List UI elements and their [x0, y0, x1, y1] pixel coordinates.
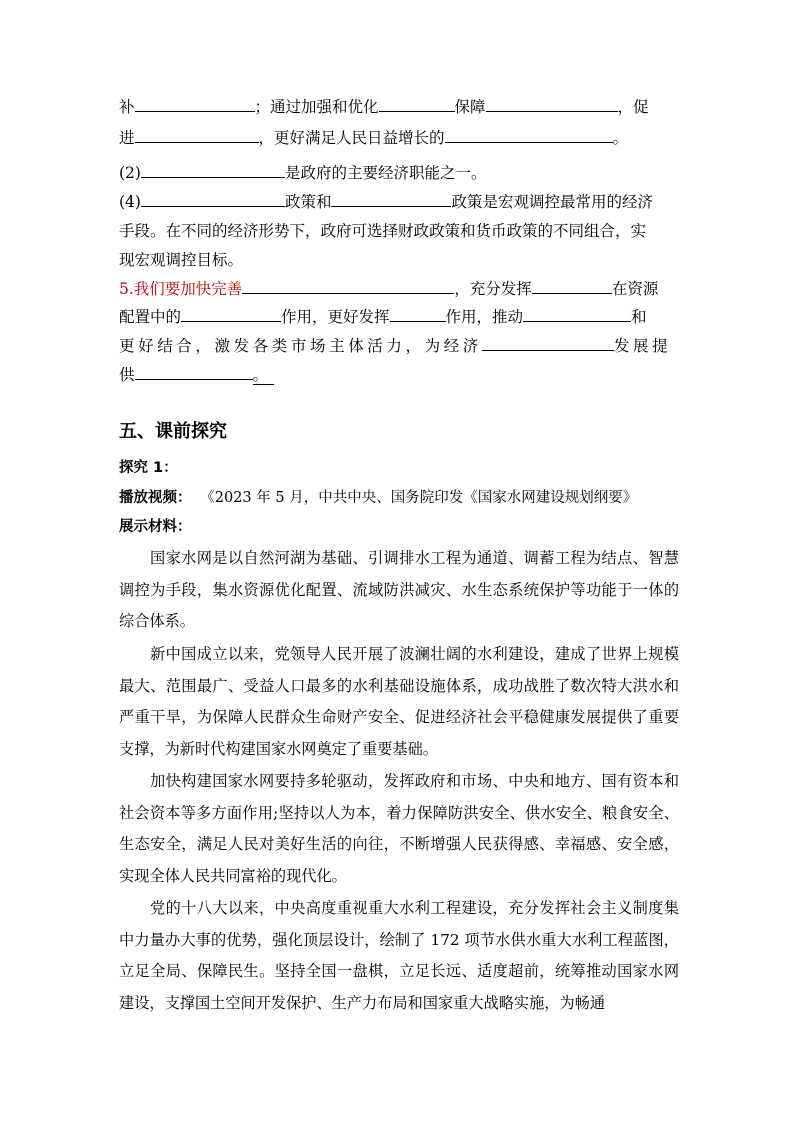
text-fragment: 补 — [119, 98, 135, 116]
text-fragment: 。 — [253, 366, 275, 385]
blank-field[interactable] — [141, 163, 285, 178]
text-fragment: ，更好满足人民日益增长的 — [258, 129, 445, 147]
text-fragment: 更好结合，激发各类市场主体活力，为经济 — [119, 337, 482, 355]
blank-field[interactable] — [331, 192, 451, 207]
text-fragment: (4) — [119, 193, 141, 211]
text-fragment: 是政府的主要经济职能之一。 — [284, 164, 487, 182]
fill-line-4 — [119, 192, 679, 212]
paragraph-2: 新中国成立以来，党领导人民开展了波澜壮阔的水利建设，建成了世界上规模最大、范围最广、受益人口最多的水利基础设施体系，成功战胜了数次特大洪水和严重干旱，为保障人民群众生命财产安全、促进经济社会平稳健康发展提供了重要支撑，为新时代构建国家水网奠定了重要基础。 — [119, 645, 679, 758]
text-fragment: 发展提 — [613, 337, 672, 355]
blank-field[interactable] — [135, 97, 255, 112]
blank-field[interactable] — [242, 279, 454, 294]
paragraph-1: 国家水网是以自然河湖为基础、引调排水工程为通道、调蓄工程为结点、智慧调控为手段，集水资源优化配置、流域防洪减灾、水生态系统保护等功能于一体的综合体系。 — [119, 549, 679, 630]
fill-line-8 — [119, 307, 679, 327]
blank-field[interactable] — [523, 307, 631, 322]
blank-field[interactable] — [482, 336, 614, 351]
fill-line-6: 现宏观调控目标。 — [119, 251, 244, 269]
fill-line-10 — [119, 365, 679, 385]
text-fragment: 政策和 — [284, 193, 332, 211]
text-fragment: ，促 — [617, 98, 649, 116]
fill-line-3 — [119, 163, 679, 183]
text-fragment: 政策是宏观调控最常用的经济 — [451, 193, 653, 211]
fill-line-5: 手段。在不同的经济形势下，政府可选择财政政策和货币政策的不同组合，实 — [119, 222, 647, 240]
text-fragment: 配置中的 — [119, 308, 182, 326]
blank-field[interactable] — [135, 365, 253, 380]
blank-field[interactable] — [181, 307, 281, 322]
material-label: 展示材料： — [119, 519, 192, 535]
text-fragment: 作用，更好发挥 — [281, 308, 390, 326]
blank-field[interactable] — [135, 128, 259, 143]
blank-field[interactable] — [390, 307, 446, 322]
blank-field[interactable] — [379, 97, 455, 112]
paragraph-4: 党的十八大以来，中央高度重视重大水利工程建设，充分发挥社会主义制度集中力量办大事的优势，强化顶层设计，绘制了 172 项节水供水重大水利工程蓝图，立足全局、保障民生。坚持全国一盘棋，立足长远、适度超前，统筹推动国家水网建设，支撑国土空间开发保护、生产力布局和国家重大战略实施，为畅通 — [119, 899, 679, 1012]
video-label: 播放视频： — [119, 490, 192, 506]
blank-field[interactable] — [532, 279, 612, 294]
blank-field[interactable] — [486, 97, 618, 112]
text-fragment: 供 — [119, 366, 135, 384]
text-fragment: ；通过加强和优化 — [254, 98, 379, 116]
fill-line-1 — [119, 97, 679, 117]
text-fragment: ，充分发挥 — [454, 280, 532, 298]
text-fragment: (2) — [119, 164, 141, 182]
text-fragment: 。 — [612, 129, 629, 147]
text-fragment: 在资源 — [611, 280, 659, 298]
paragraph-3: 加快构建国家水网要持多轮驱动，发挥政府和市场、中央和地方、国有资本和社会资本等多方面作用;坚持以人为本，着力保障防洪安全、供水安全、粮食安全、生态安全，满足人民对美好生活的向往，不断增强人民获得感、幸福感、安全感，实现全体人民共同富裕的现代化。 — [119, 772, 679, 885]
section-heading: 五、课前探究 — [119, 421, 227, 442]
text-fragment: 和 — [631, 308, 647, 326]
blank-field[interactable] — [141, 192, 285, 207]
fill-line-2 — [119, 128, 679, 148]
fill-line-7 — [119, 279, 679, 299]
video-text: 《2023 年 5 月，中共中央、国务院印发《国家水网建设规划纲要》 — [207, 490, 638, 506]
text-fragment: 进 — [119, 129, 135, 147]
video-line — [119, 488, 637, 508]
explore-label: 探究 1： — [119, 460, 178, 476]
text-fragment: 作用，推动 — [445, 308, 524, 326]
fill-line-9 — [119, 336, 679, 356]
text-fragment: 保障 — [454, 98, 486, 116]
text-fragment: 5.我们要加快完善 — [119, 280, 243, 298]
blank-field[interactable] — [445, 128, 613, 143]
